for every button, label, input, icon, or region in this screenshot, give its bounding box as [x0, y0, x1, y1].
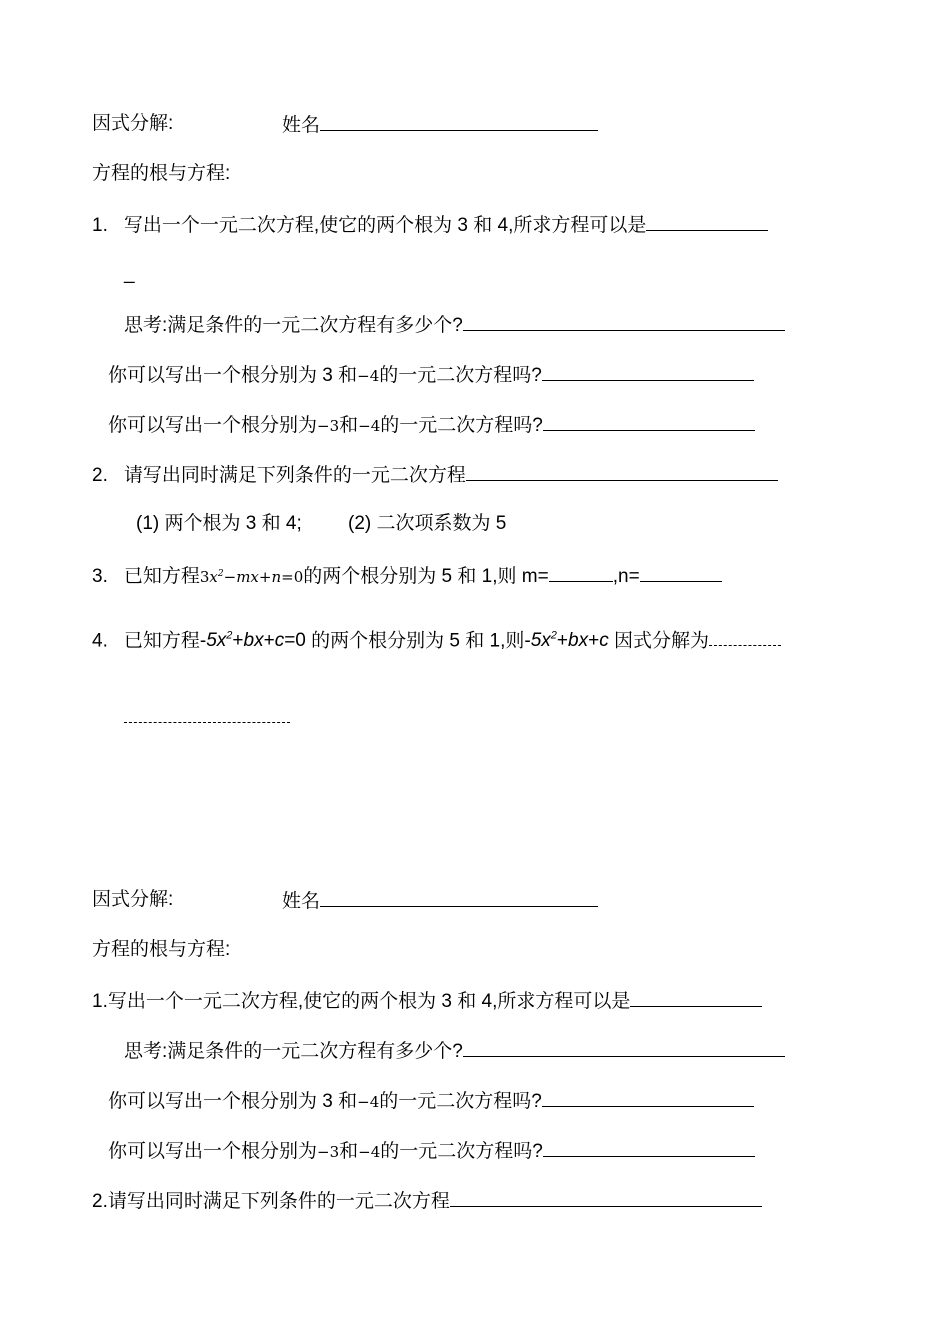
equation: $5x^2+bx+c=0$: [206, 630, 306, 652]
question-1: [92, 212, 768, 238]
question-text: 请写出同时满足下列条件的一元二次方程: [123, 465, 466, 486]
question-text: 已知方程-: [123, 630, 207, 652]
header-title: 因式分解:: [92, 889, 174, 910]
condition-1: (1) 两个根为 3 和 4;: [136, 513, 302, 534]
header-line-2: [92, 888, 173, 912]
subtitle-1: 方程的根与方程:: [92, 163, 231, 184]
name-label: 姓名: [282, 891, 321, 912]
think-line: [124, 312, 785, 338]
sub-question-text: 你可以写出一个根分别为 3 和: [108, 365, 358, 386]
equation: $3x^2-mx+n=0$: [199, 568, 304, 586]
root-value: −4: [358, 1143, 381, 1161]
root-value: −3: [317, 1143, 340, 1161]
question-number: 2.: [92, 465, 108, 486]
question-text: ,n=: [612, 566, 640, 587]
answer-blank[interactable]: [543, 1138, 755, 1157]
sub-question-1-s2: [108, 1088, 754, 1114]
question-text: 因式分解为: [608, 630, 709, 652]
question-4: [92, 624, 781, 653]
sub-question-text: 的一元二次方程吗?: [379, 1091, 542, 1112]
answer-blank[interactable]: [450, 1188, 762, 1207]
question-1-continuation: _: [124, 263, 135, 284]
sub-question-text: 你可以写出一个根分别为: [108, 415, 318, 436]
subtitle-2: 方程的根与方程:: [92, 939, 231, 960]
answer-blank[interactable]: [124, 704, 290, 723]
question-number: 4.: [92, 630, 108, 652]
name-label: 姓名: [282, 115, 321, 136]
question-text: 的两个根分别为 5 和 1,则 m=: [303, 566, 549, 587]
answer-blank[interactable]: [543, 412, 755, 431]
sub-question-2-s2: [108, 1138, 755, 1164]
n-blank[interactable]: [640, 563, 722, 582]
question-3: [92, 562, 722, 589]
condition-2: (2) 二次项系数为 5: [348, 513, 507, 534]
sub-question-text: 的一元二次方程吗?: [380, 1141, 543, 1162]
sub-question-text: 你可以写出一个根分别为 3 和: [108, 1091, 358, 1112]
question-4-continuation: [124, 704, 290, 730]
name-blank[interactable]: [320, 888, 598, 907]
expression: $5x^2+bx+c$: [530, 630, 609, 652]
header-title: 因式分解:: [92, 113, 174, 134]
m-blank[interactable]: [549, 563, 613, 582]
sub-question-text: 的一元二次方程吗?: [380, 415, 543, 436]
question-number: 1.: [92, 215, 108, 236]
answer-blank[interactable]: [463, 312, 785, 331]
question-text: 写出一个一元二次方程,使它的两个根为 3 和 4,所求方程可以是: [123, 215, 647, 236]
think-text: 思考:满足条件的一元二次方程有多少个?: [124, 1041, 463, 1062]
answer-blank[interactable]: [466, 462, 778, 481]
question-number: 3.: [92, 566, 108, 587]
answer-blank[interactable]: [630, 988, 762, 1007]
answer-blank[interactable]: [709, 627, 781, 646]
think-text: 思考:满足条件的一元二次方程有多少个?: [124, 315, 463, 336]
header-line-1: [92, 112, 173, 136]
name-field-2: [282, 888, 598, 914]
sub-question-text: 你可以写出一个根分别为: [108, 1141, 318, 1162]
root-value: −4: [357, 1093, 380, 1111]
root-value: −4: [357, 367, 380, 385]
answer-blank[interactable]: [646, 212, 768, 231]
question-text: 的两个根分别为 5 和 1,则-: [305, 630, 531, 652]
answer-blank[interactable]: [542, 1088, 754, 1107]
name-field-1: [282, 112, 598, 138]
question-1-s2: [92, 988, 762, 1014]
question-text: 已知方程: [123, 566, 200, 587]
sub-question-2: [108, 412, 755, 438]
name-blank[interactable]: [320, 112, 598, 131]
question-text: 1.写出一个一元二次方程,使它的两个根为 3 和 4,所求方程可以是: [92, 991, 631, 1012]
sub-question-text: 的一元二次方程吗?: [379, 365, 542, 386]
sub-question-text: 和: [339, 1141, 359, 1162]
sub-question-text: 和: [339, 415, 359, 436]
question-2: [92, 462, 778, 488]
question-2-s2: [92, 1188, 762, 1214]
sub-question-1: [108, 362, 754, 388]
root-value: −4: [358, 417, 381, 435]
root-value: −3: [317, 417, 340, 435]
question-text: 2.请写出同时满足下列条件的一元二次方程: [92, 1191, 450, 1212]
think-line-s2: [124, 1038, 785, 1064]
answer-blank[interactable]: [463, 1038, 785, 1057]
answer-blank[interactable]: [542, 362, 754, 381]
